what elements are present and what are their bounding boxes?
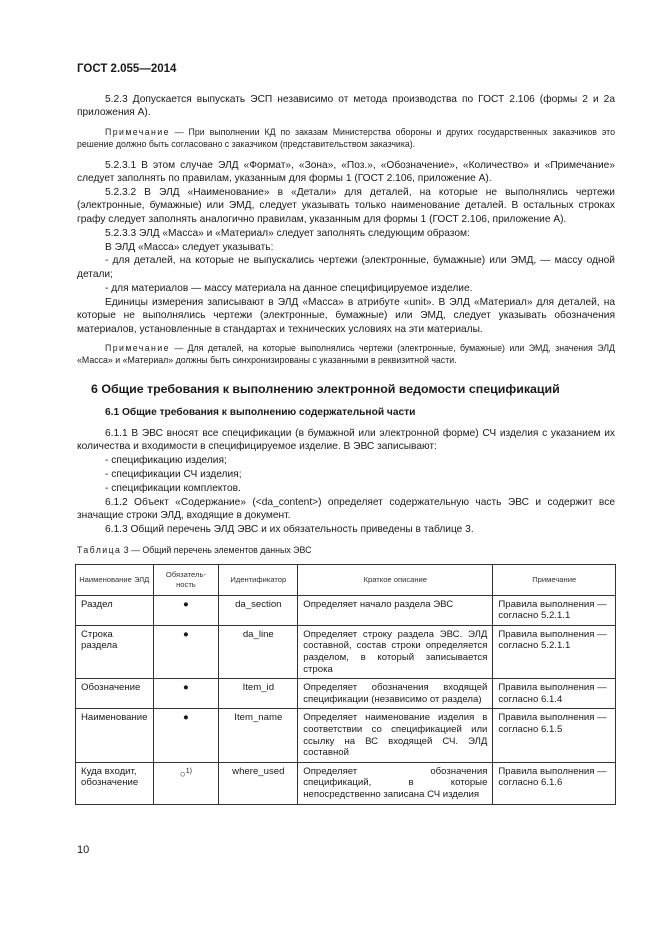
required-marker: ● bbox=[153, 679, 219, 709]
note-2-label: Примечание bbox=[105, 342, 170, 353]
cell-note: Правила выполнения — согласно 5.2.1.1 bbox=[493, 595, 616, 625]
required-marker: ● bbox=[153, 595, 219, 625]
note-1-label: Примечание bbox=[105, 126, 170, 137]
paragraph-mass-item-1: - для деталей, на которые не выпускались чертежи (электронные, бумажные) или ЭМД, — массу одной детали; bbox=[77, 255, 615, 280]
paragraph-6-1-1: 6.1.1 В ЭВС вносят все спецификации (в бумажной или электронной форме) СЧ изделия с указанием их количества и входимости в специфицируемое изделие. В ЭВС записывают: bbox=[77, 427, 615, 452]
cell-name: Строка раздела bbox=[76, 625, 154, 678]
note-2 bbox=[77, 342, 615, 367]
section-6-heading: 6 Общие требования к выполнению электронной ведомости спецификаций bbox=[91, 381, 560, 396]
list-item-1: - спецификацию изделия; bbox=[105, 454, 227, 466]
paragraph-6-1-3: 6.1.3 Общий перечень ЭЛД ЭВС и их обязательность приведены в таблице 3. bbox=[105, 523, 474, 535]
cell-name: Наименование bbox=[76, 709, 154, 762]
header-required: Обязатель-ность bbox=[153, 564, 219, 595]
cell-name: Куда входит, обозначение bbox=[76, 762, 154, 804]
section-6-1-heading: 6.1 Общие требования к выполнению содержательной части bbox=[105, 407, 416, 419]
cell-note: Правила выполнения — согласно 5.2.1.1 bbox=[493, 625, 616, 678]
note-1-text: — При выполнении КД по заказам Министерства обороны и других государственных заказчиков это решение должно быть согласовано с заказчиком (представительством заказчика). bbox=[77, 126, 615, 150]
cell-description: Определяет наименование изделия в соответствии со спецификацией или ссылку на ВС входящей СЧ. ЭЛД составной bbox=[298, 709, 493, 762]
cell-note: Правила выполнения — согласно 6.1.6 bbox=[493, 762, 616, 804]
cell-description: Определяет обозначения входящей спецификации (независимо от раздела) bbox=[298, 679, 493, 709]
cell-identifier: da_section bbox=[219, 595, 298, 625]
optional-cell bbox=[153, 762, 219, 804]
paragraph-mass-item-2: - для материалов — массу материала на данное специфицируемое изделие. bbox=[105, 282, 473, 294]
table-caption bbox=[77, 544, 615, 557]
cell-identifier: where_used bbox=[219, 762, 298, 804]
required-marker: ● bbox=[153, 625, 219, 678]
table-caption-label: Таблица bbox=[77, 545, 122, 556]
table-row bbox=[76, 679, 616, 709]
table-row bbox=[76, 625, 616, 678]
cell-identifier: da_line bbox=[219, 625, 298, 678]
header-note: Примечание bbox=[493, 564, 616, 595]
cell-description: Определяет начало раздела ЭВС bbox=[298, 595, 493, 625]
page-content bbox=[77, 93, 615, 805]
cell-identifier: Item_name bbox=[219, 709, 298, 762]
header-name: Наименование ЭЛД bbox=[76, 564, 154, 595]
table-header-row bbox=[76, 564, 616, 595]
note-2-text: — Для деталей, на которые выполнялись чертежи (электронные, бумажные) или ЭМД, значения ЭЛД «Масса» и «Материал» должны быть синхронизированы с указанными в реквизитной части. bbox=[77, 342, 615, 366]
cell-description: Определяет обозначения спецификаций, в которые непосредственно записана СЧ изделия bbox=[298, 762, 493, 804]
cell-name: Обозначение bbox=[76, 679, 154, 709]
header-identifier: Идентификатор bbox=[219, 564, 298, 595]
cell-identifier: Item_id bbox=[219, 679, 298, 709]
note-1 bbox=[77, 126, 615, 151]
cell-note: Правила выполнения — согласно 6.1.4 bbox=[493, 679, 616, 709]
paragraph-5-2-3-1: 5.2.3.1 В этом случае ЭЛД «Формат», «Зона», «Поз.», «Обозначение», «Количество» и «Примечание» следует заполнять по правилам, указанным для формы 1 (ГОСТ 2.106, приложение А). bbox=[77, 159, 615, 185]
paragraph-mass-intro: В ЭЛД «Масса» следует указывать: bbox=[105, 241, 274, 253]
paragraph-5-2-3-3: 5.2.3.3 ЭЛД «Масса» и «Материал» следует заполнять следующим образом: bbox=[105, 227, 470, 239]
table-row bbox=[76, 762, 616, 804]
paragraph-units: Единицы измерения записывают в ЭЛД «Масса» в атрибуте «unit». В ЭЛД «Материал» для деталей, на которые не выполнялись чертежи (электронные, бумажные) или ЭМД, следует указывать обозначения материалов, установленные в стандартах и технических условиях на эти материалы. bbox=[77, 296, 615, 335]
table-row bbox=[76, 709, 616, 762]
paragraph-5-2-3-2: 5.2.3.2 В ЭЛД «Наименование» в «Детали» для деталей, на которые не выполнялись чертежи (электронные, бумажные) или ЭМД, следует указывать только наименование деталей. В остальных строках графу следует заполнять аналогично правилам, указанным для формы 1 (ГОСТ 2.106, приложение А). bbox=[77, 186, 615, 225]
cell-description: Определяет строку раздела ЭВС. ЭЛД составной, состав строки определяется разделом, в который записывается строка bbox=[298, 625, 493, 678]
header-description: Краткое описание bbox=[298, 564, 493, 595]
standard-header: ГОСТ 2.055—2014 bbox=[77, 63, 177, 75]
paragraph-6-1-2: 6.1.2 Объект «Содержание» (<da_content>) определяет содержательную часть ЭВС и содержит все значащие строки ЭЛД, входящие в документ. bbox=[77, 496, 615, 521]
list-item-3: - спецификации комплектов. bbox=[105, 482, 241, 494]
required-marker: ● bbox=[153, 709, 219, 762]
list-item-2: - спецификации СЧ изделия; bbox=[105, 468, 242, 480]
cell-name: Раздел bbox=[76, 595, 154, 625]
table-caption-text: 3 — Общий перечень элементов данных ЭВС bbox=[121, 545, 312, 556]
cell-note: Правила выполнения — согласно 6.1.5 bbox=[493, 709, 616, 762]
elements-table bbox=[75, 564, 616, 805]
footnote-ref: 1) bbox=[185, 767, 192, 775]
page-number: 10 bbox=[77, 844, 90, 856]
optional-marker: ○ bbox=[179, 769, 186, 780]
paragraph-5-2-3: 5.2.3 Допускается выпускать ЭСП независимо от метода производства по ГОСТ 2.106 (формы 2 и 2а приложения А). bbox=[77, 94, 615, 119]
table-row bbox=[76, 595, 616, 625]
